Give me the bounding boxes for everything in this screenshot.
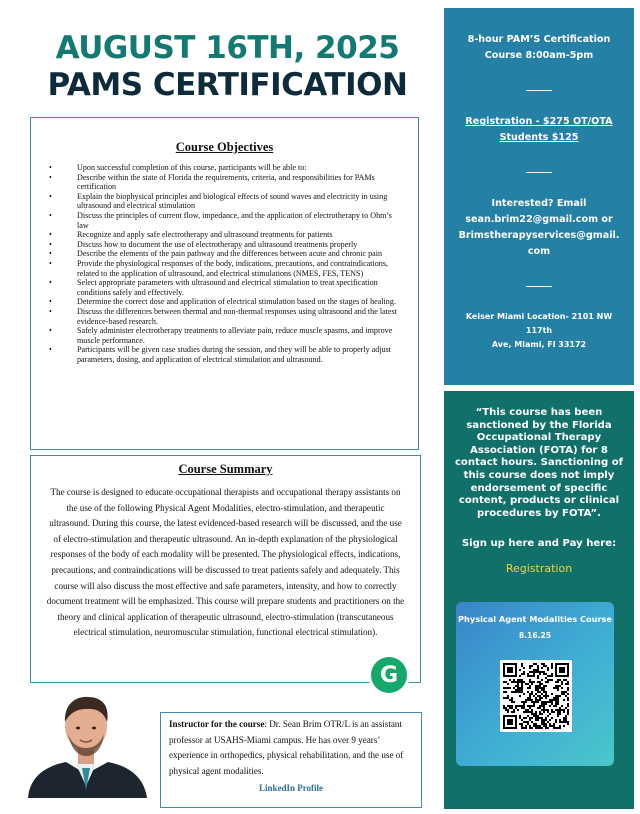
objective-item: • Describe the elements of the pain pathway and the differences between acute and chronic pain <box>69 249 404 259</box>
instructor-label: Instructor for the course <box>169 719 265 729</box>
course-objectives-box <box>30 117 419 450</box>
course-info-panel <box>444 8 634 385</box>
divider <box>526 90 552 91</box>
grammarly-icon[interactable] <box>371 657 407 693</box>
grammarly-letter: G <box>379 662 399 688</box>
objective-item: • Explain the biophysical principles and biological effects of sound waves and electricity in using ultrasound and electrical stimulation <box>69 192 404 211</box>
registration-price[interactable]: Registration - $275 OT/OTA <box>465 116 613 127</box>
instructor-bio: : Dr. Sean Brim OTR/L is an assistant professor at USAHS-Miami campus. He has over 9 years’ experience in orthopedics, physical rehabilitation, and the use of physical agent modalities. <box>169 719 404 776</box>
divider <box>526 172 552 173</box>
objective-item: • Select appropriate parameters with ultrasound and electrical stimulation to treat specification conditions safely and effectively. <box>69 278 404 297</box>
course-summary-box <box>30 455 421 683</box>
objective-item: • Provide the physiological responses of the body, indications, precautions, and contraindications, related to the application of ultrasound, and electrical stimulations (NMES, FES, TENS) <box>69 259 404 278</box>
linkedin-profile-link[interactable]: LinkedIn Profile <box>258 783 324 794</box>
email-primary[interactable]: sean.brim22@gmail.com or <box>465 214 613 225</box>
instructor-text <box>169 717 413 779</box>
instructor-photo <box>20 690 155 798</box>
objective-item: • Describe within the state of Florida the requirements, criteria, and responsibilities for PAMs certification <box>69 173 404 192</box>
instructor-portrait-icon <box>20 690 155 798</box>
event-date-heading: AUGUST 16TH, 2025 <box>55 30 400 66</box>
registration-qr-card[interactable] <box>456 602 614 766</box>
objective-item: • Discuss how to document the use of electrotherapy and ultrasound treatments properly <box>69 240 404 250</box>
qr-code-icon[interactable] <box>500 660 572 732</box>
email-secondary-suffix[interactable]: com <box>527 246 551 257</box>
objective-item: • Discuss the differences between thermal and non-thermal responses using ultrasound and the latest evidence-based research. <box>69 307 404 326</box>
card-date: 8.16.25 <box>518 631 552 640</box>
registration-link[interactable]: Registration <box>505 562 573 576</box>
divider <box>526 286 552 287</box>
objective-item: • Safely administer electrotherapy treatments to alleviate pain, reduce muscle spasms, and improve muscle performance. <box>69 326 404 345</box>
location-line-2: Ave, Miami, Fl 33172 <box>491 340 587 349</box>
course-hours: Course 8:00am-5pm <box>484 50 594 61</box>
email-intro: Interested? Email <box>491 198 587 209</box>
student-price[interactable]: Students $125 <box>499 132 579 143</box>
objectives-heading: Course Objectives <box>175 140 274 154</box>
location-line-1: Keiser Miami Location- 2101 NW 117th <box>465 312 613 335</box>
instructor-box <box>160 712 422 808</box>
card-title: Physical Agent Modalities Course <box>458 614 612 624</box>
objectives-list <box>31 163 418 364</box>
objective-item: • Discuss the principles of current flow, impedance, and the application of electrotherapy to Ohm’s law <box>69 211 404 230</box>
fota-sanction-quote: “This course has been sanctioned by the Florida Occupational Therapy Association (FOTA) for 8 contact hours. Sanctioning of this course does not imply endorsement of specific content, products or clinical procedures by FOTA”. <box>454 407 624 519</box>
objective-item: • Recognize and apply safe electrotherapy and ultrasound treatments for patients <box>69 230 404 240</box>
signup-label: Sign up here and Pay here: <box>461 538 617 550</box>
objective-item: • Upon successful completion of this course, participants will be able to: <box>69 163 404 173</box>
email-secondary[interactable]: Brimstherapyservices@gmail. <box>458 230 620 241</box>
summary-heading: Course Summary <box>178 462 273 476</box>
objective-item: • Determine the correct dose and application of electrical stimulation based on the stages of healing. <box>69 297 404 307</box>
objective-item: • Participants will be given case studies during the session, and they will be able to properly adjust parameters, dosing, and application of electrical stimulation and ultrasound. <box>69 345 404 364</box>
summary-text: The course is designed to educate occupational therapists and occupational therapy assistants on the use of the following Physical Agent Modalities, electro-stimulation, and therapeutic ultrasound. During this course, the latest evidenced-based research will be discussed, and the use of electro-stimulation and therapeutic ultrasound. An in-depth explanation of the physiological responses of the body of each modality will be presented. The physiological effects, indications, precautions, and contraindications will be discussed to treat patients safely and adequately. This course will also discuss the most effective and safe parameters, intensity, and how to correctly document treatment will be emphasized. This course will prepare students and practitioners on the theory and clinical application of therapeutic ultrasound, electro-stimulation (transcutaneous electrical stimulation, neuromuscular stimulation, functional electrical stimulation). <box>46 487 405 638</box>
event-title-heading: PAMS CERTIFICATION <box>47 67 408 103</box>
course-duration: 8-hour PAM’S Certification <box>467 34 611 45</box>
